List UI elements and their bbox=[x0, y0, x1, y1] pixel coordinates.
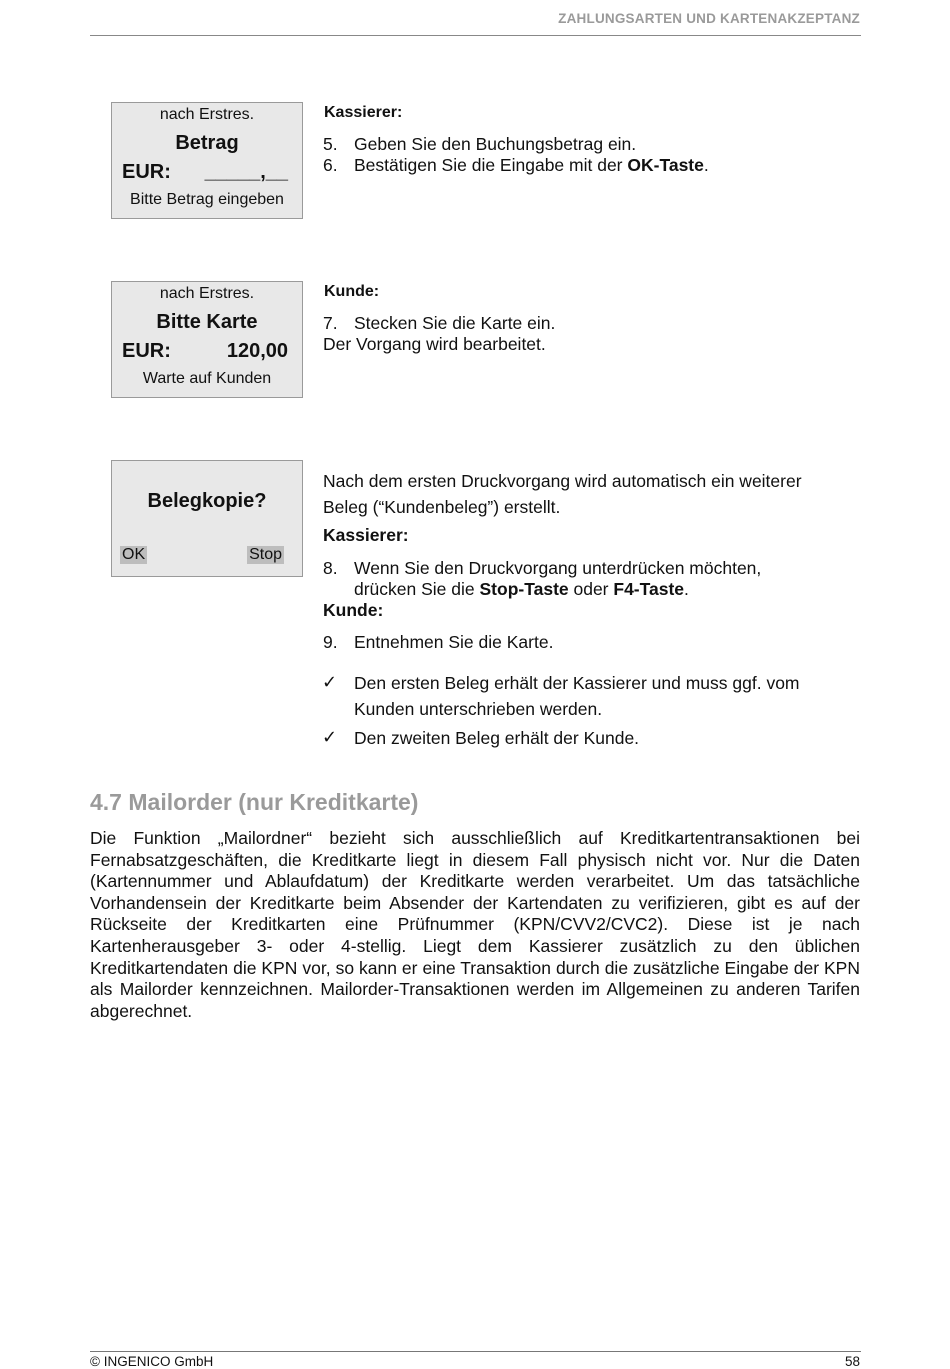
intro-line: Beleg (“Kundenbeleg”) erstellt. bbox=[323, 497, 561, 517]
terminal-screen-receipt-copy bbox=[111, 460, 303, 577]
key-name: F4-Taste bbox=[613, 579, 685, 599]
screen-title: Betrag bbox=[175, 132, 239, 154]
screen-currency: EUR: bbox=[122, 340, 171, 362]
check-item-line: Den ersten Beleg erhält der Kassierer und muss ggf. vom bbox=[354, 673, 800, 693]
label-cashier: Kassierer: bbox=[324, 104, 403, 121]
check-item-line: Den zweiten Beleg erhält der Kunde. bbox=[354, 728, 640, 748]
checkmark-icon: ✓ bbox=[322, 727, 338, 747]
screen-top-line: nach Erstres. bbox=[159, 285, 255, 302]
step-text-part: Bestätigen Sie die Eingabe mit der bbox=[354, 155, 628, 175]
process-note: Der Vorgang wird bearbeitet. bbox=[323, 334, 546, 354]
step-text-part: . bbox=[684, 579, 689, 599]
screen-top-line: nach Erstres. bbox=[159, 106, 255, 123]
footer-copyright: © INGENICO GmbH bbox=[90, 1354, 214, 1369]
label-customer: Kunde: bbox=[324, 283, 380, 300]
step-text-part: . bbox=[703, 155, 709, 175]
section-paragraph: Die Funktion „Mailordner“ bezieht sich ausschließlich auf Kreditkartentransaktionen bei Fernabsatzgeschäften, die Kreditkarte liegt in diesem Fall physisch nicht vor. Nur die Daten (Kartennummer und Ablaufdatum) der Kreditkarte werden verarbeitet. Um das tatsächliche Vorhandensein der Kreditkarte beim Absender der Kartendaten zu verifizieren, gibt es auf der Rückseite der Kreditkarten eine Prüfnummer (KPN/CVV2/CVC2). Diese ist je nach Kartenherausgeber 3- oder 4-stellig. Liegt dem Kassierer zusätzlich zu den üblichen Kreditkartendaten die KPN vor, so kann er eine Transaktion durch die zusätzliche Eingabe der KPN als Mailorder kennzeichnen. Mailorder-Transaktionen werden im Allgemeinen zu anderen Tarifen abgerechnet. bbox=[90, 828, 860, 1021]
label-cashier: Kassierer: bbox=[323, 525, 409, 545]
key-name: OK-Taste bbox=[627, 155, 704, 175]
footer-rule bbox=[90, 1351, 861, 1352]
step-text: Entnehmen Sie die Karte. bbox=[354, 632, 554, 652]
terminal-screen-insert-card bbox=[111, 281, 303, 398]
step-number: 6. bbox=[323, 155, 338, 175]
step-number: 5. bbox=[323, 134, 338, 154]
check-item-line: Kunden unterschrieben werden. bbox=[354, 699, 603, 719]
running-header: ZAHLUNGSARTEN UND KARTENAKZEPTANZ bbox=[558, 11, 860, 26]
screen-title: Bitte Karte bbox=[156, 311, 258, 333]
label-customer: Kunde: bbox=[323, 600, 384, 620]
intro-line: Nach dem ersten Druckvorgang wird automatisch ein weiterer bbox=[323, 471, 802, 491]
screen-title: Belegkopie? bbox=[147, 490, 267, 512]
checkmark-icon: ✓ bbox=[322, 672, 338, 692]
screen-amount: 120,00 bbox=[226, 340, 288, 362]
page-number: 58 bbox=[844, 1354, 860, 1369]
step-text bbox=[354, 155, 709, 176]
softkey-stop: Stop bbox=[249, 546, 282, 563]
terminal-screen-amount bbox=[111, 102, 303, 219]
screen-amount: _____,__ bbox=[204, 161, 288, 183]
section-heading: 4.7 Mailorder (nur Kreditkarte) bbox=[90, 789, 419, 815]
screen-bottom-line: Bitte Betrag eingeben bbox=[130, 191, 284, 208]
step-text: Geben Sie den Buchungsbetrag ein. bbox=[354, 134, 637, 154]
step-text-part: drücken Sie die bbox=[354, 579, 480, 599]
screen-currency: EUR: bbox=[122, 161, 171, 183]
step-text bbox=[354, 579, 689, 600]
step-text: Wenn Sie den Druckvorgang unterdrücken möchten, bbox=[354, 558, 762, 578]
softkey-ok: OK bbox=[122, 546, 146, 563]
step-number: 8. bbox=[323, 558, 338, 578]
step-text-part: oder bbox=[568, 579, 614, 599]
header-rule bbox=[90, 35, 861, 36]
step-text: Stecken Sie die Karte ein. bbox=[354, 313, 556, 333]
key-name: Stop-Taste bbox=[479, 579, 569, 599]
step-number: 9. bbox=[323, 632, 338, 652]
screen-bottom-line: Warte auf Kunden bbox=[142, 370, 272, 387]
step-number: 7. bbox=[323, 313, 338, 333]
